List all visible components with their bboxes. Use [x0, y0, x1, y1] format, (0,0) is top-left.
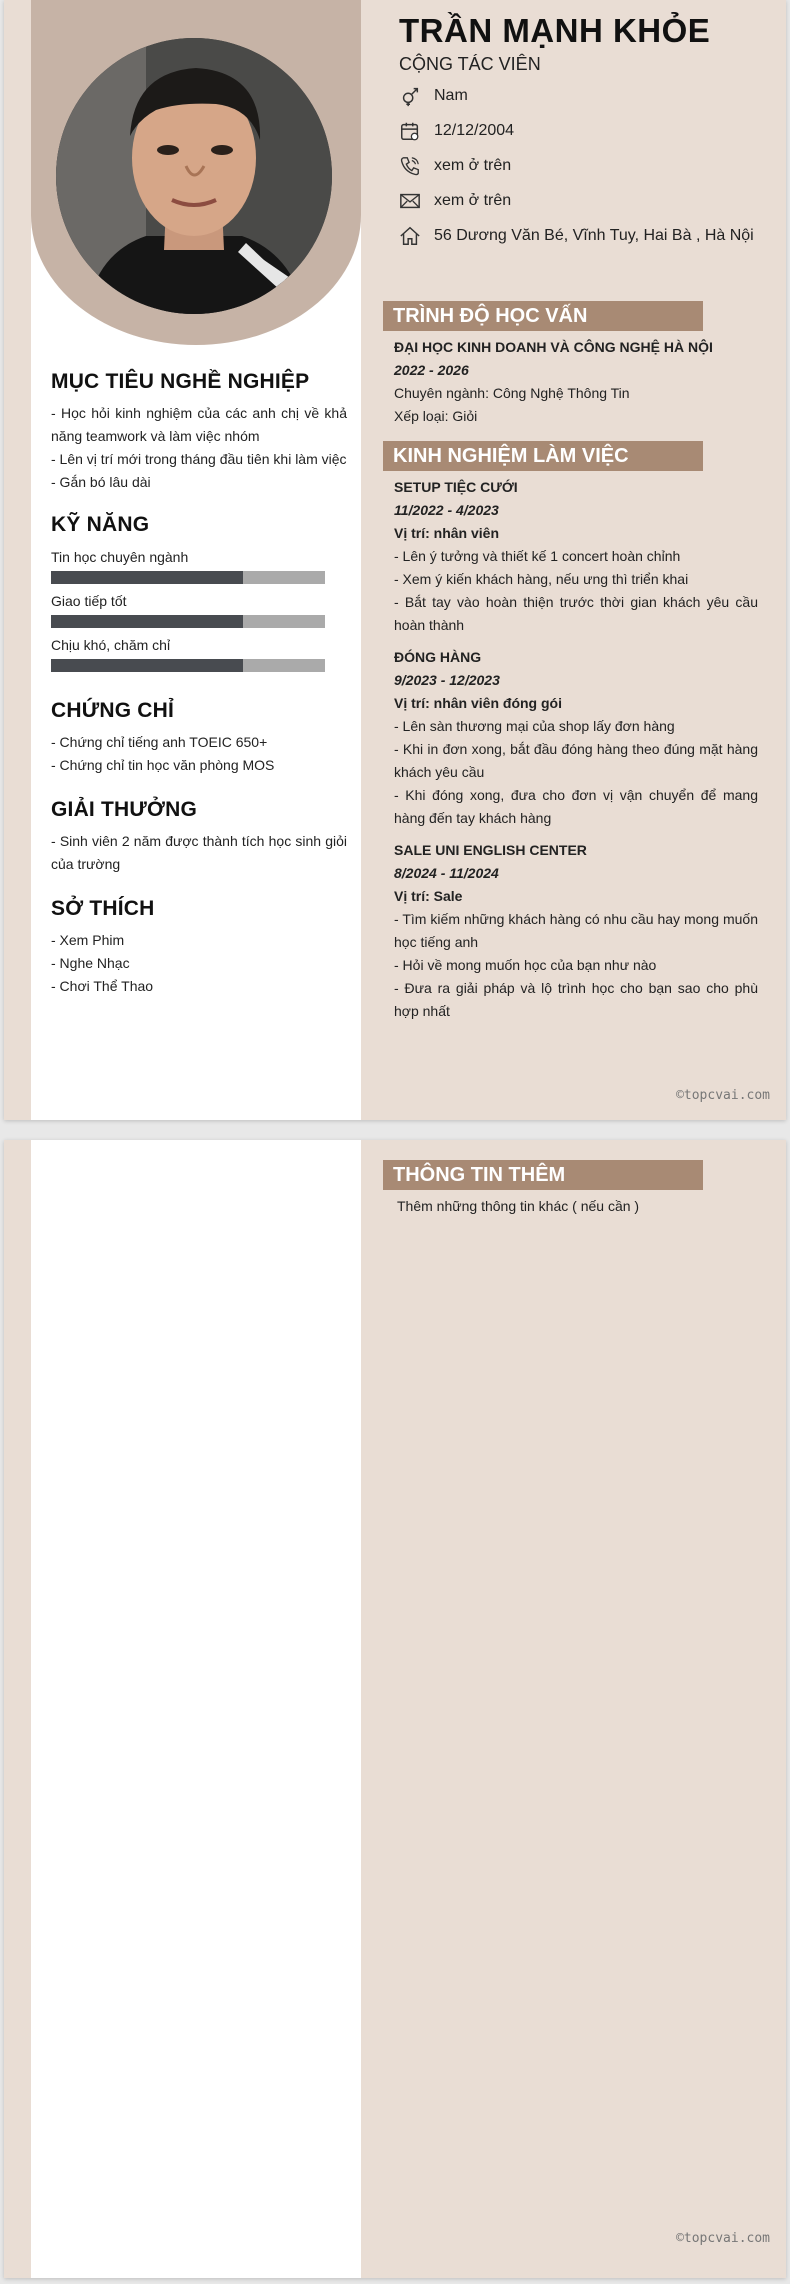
job-position: Vị trí: nhân viên — [394, 525, 500, 541]
calendar-icon — [399, 120, 421, 142]
certificates-title: CHỨNG CHỈ — [51, 699, 175, 722]
skill-bar — [51, 659, 325, 672]
watermark: ©topcvai.com — [676, 1088, 770, 1103]
candidate-role: CỘNG TÁC VIÊN — [399, 54, 541, 74]
hobby-line: - Chơi Thể Thao — [51, 978, 154, 994]
birthday-row — [399, 119, 514, 143]
job-bullet: - Khi in đơn xong, bắt đầu đóng hàng theo đúng mặt hàng khách yêu cầu — [394, 741, 758, 780]
certificate-line: - Chứng chỉ tiếng anh TOEIC 650+ — [51, 734, 268, 750]
certificate-line: - Chứng chỉ tin học văn phòng MOS — [51, 757, 275, 773]
cv-page-2 — [4, 1140, 786, 2278]
education-title: TRÌNH ĐỘ HỌC VẤN — [383, 301, 703, 331]
education-block — [394, 336, 758, 428]
experience-title: KINH NGHIỆM LÀM VIỆC — [383, 441, 703, 471]
candidate-name: TRẦN MẠNH KHỎE — [399, 12, 711, 49]
job-period: 11/2022 - 4/2023 — [394, 502, 499, 518]
profile-photo — [56, 38, 332, 314]
extra-title: THÔNG TIN THÊM — [383, 1160, 703, 1190]
awards-title: GIẢI THƯỞNG — [51, 798, 198, 821]
phone-row — [399, 154, 511, 178]
job-bullet: - Lên ý tưởng và thiết kế 1 concert hoàn chỉnh — [394, 548, 681, 564]
hobbies-title: SỞ THÍCH — [51, 897, 155, 920]
home-icon — [399, 225, 421, 247]
phone-value: xem ở trên — [434, 157, 512, 174]
cv-page-1 — [4, 0, 786, 1120]
skill-label: Giao tiếp tốt — [51, 593, 127, 609]
job-block — [394, 646, 758, 830]
objective-line: - Lên vị trí mới trong tháng đầu tiên khi làm việc — [51, 451, 347, 467]
hobbies-text — [51, 929, 347, 998]
email-icon — [399, 190, 421, 212]
left-column — [31, 1140, 361, 2278]
job-org: SETUP TIỆC CƯỚI — [394, 479, 518, 495]
skill-label: Chịu khó, chăm chỉ — [51, 637, 171, 653]
skill-label: Tin học chuyên ngành — [51, 549, 189, 565]
job-bullet: - Khi đóng xong, đưa cho đơn vị vận chuyển để mang hàng đến tay khách hàng — [394, 787, 758, 826]
skill-bar-fill — [51, 615, 243, 628]
certificates-text — [51, 731, 347, 777]
job-bullet: - Đưa ra giải pháp và lộ trình học cho bạn sao cho phù hợp nhất — [394, 980, 758, 1019]
extra-text: Thêm những thông tin khác ( nếu cần ) — [397, 1198, 640, 1214]
awards-text — [51, 830, 347, 876]
job-org: ĐÓNG HÀNG — [394, 649, 482, 665]
hobby-line: - Nghe Nhạc — [51, 955, 130, 971]
phone-icon — [399, 155, 421, 177]
education-period: 2022 - 2026 — [394, 362, 469, 378]
skill-bar-fill — [51, 659, 243, 672]
skill-bar — [51, 615, 325, 628]
hobby-line: - Xem Phim — [51, 932, 125, 948]
skill-bar — [51, 571, 325, 584]
education-major: Chuyên ngành: Công Nghệ Thông Tin — [394, 385, 630, 401]
job-position: Vị trí: nhân viên đóng gói — [394, 695, 562, 711]
watermark: ©topcvai.com — [676, 2231, 770, 2246]
objective-line: - Gắn bó lâu dài — [51, 474, 151, 490]
objective-text — [51, 402, 347, 494]
job-org: SALE UNI ENGLISH CENTER — [394, 842, 587, 858]
job-period: 9/2023 - 12/2023 — [394, 672, 500, 688]
job-bullet: - Hỏi về mong muốn học của bạn như nào — [394, 957, 657, 973]
gender-icon — [399, 85, 421, 107]
job-block — [394, 476, 758, 637]
education-rank: Xếp loại: Giỏi — [394, 408, 478, 424]
award-line: - Sinh viên 2 năm được thành tích học sinh giỏi của trường — [51, 833, 347, 872]
address-value: 56 Dương Văn Bé, Vĩnh Tuy, Hai Bà , Hà Nội — [434, 227, 754, 244]
email-row — [399, 189, 511, 213]
job-position: Vị trí: Sale — [394, 888, 463, 904]
job-bullet: - Lên sàn thương mại của shop lấy đơn hàng — [394, 718, 675, 734]
gender-value: Nam — [434, 87, 468, 104]
birthday-value: 12/12/2004 — [434, 122, 515, 139]
skills-title: KỸ NĂNG — [51, 513, 150, 536]
job-block — [394, 839, 758, 1023]
job-bullet: - Tìm kiếm những khách hàng có nhu cầu hay mong muốn học tiếng anh — [394, 911, 758, 950]
email-value: xem ở trên — [434, 192, 512, 209]
objective-title: MỤC TIÊU NGHỀ NGHIỆP — [51, 370, 310, 393]
skill-bar-fill — [51, 571, 243, 584]
address-row — [399, 224, 754, 248]
gender-row — [399, 84, 468, 108]
job-bullet: - Bắt tay vào hoàn thiện trước thời gian khách yêu cầu hoàn thành — [394, 594, 758, 633]
job-bullet: - Xem ý kiến khách hàng, nếu ưng thì triển khai — [394, 571, 689, 587]
job-period: 8/2024 - 11/2024 — [394, 865, 499, 881]
school-name: ĐẠI HỌC KINH DOANH VÀ CÔNG NGHỆ HÀ NỘI — [394, 339, 713, 355]
objective-line: - Học hỏi kinh nghiệm của các anh chị về khả năng teamwork và làm việc nhóm — [51, 405, 347, 444]
